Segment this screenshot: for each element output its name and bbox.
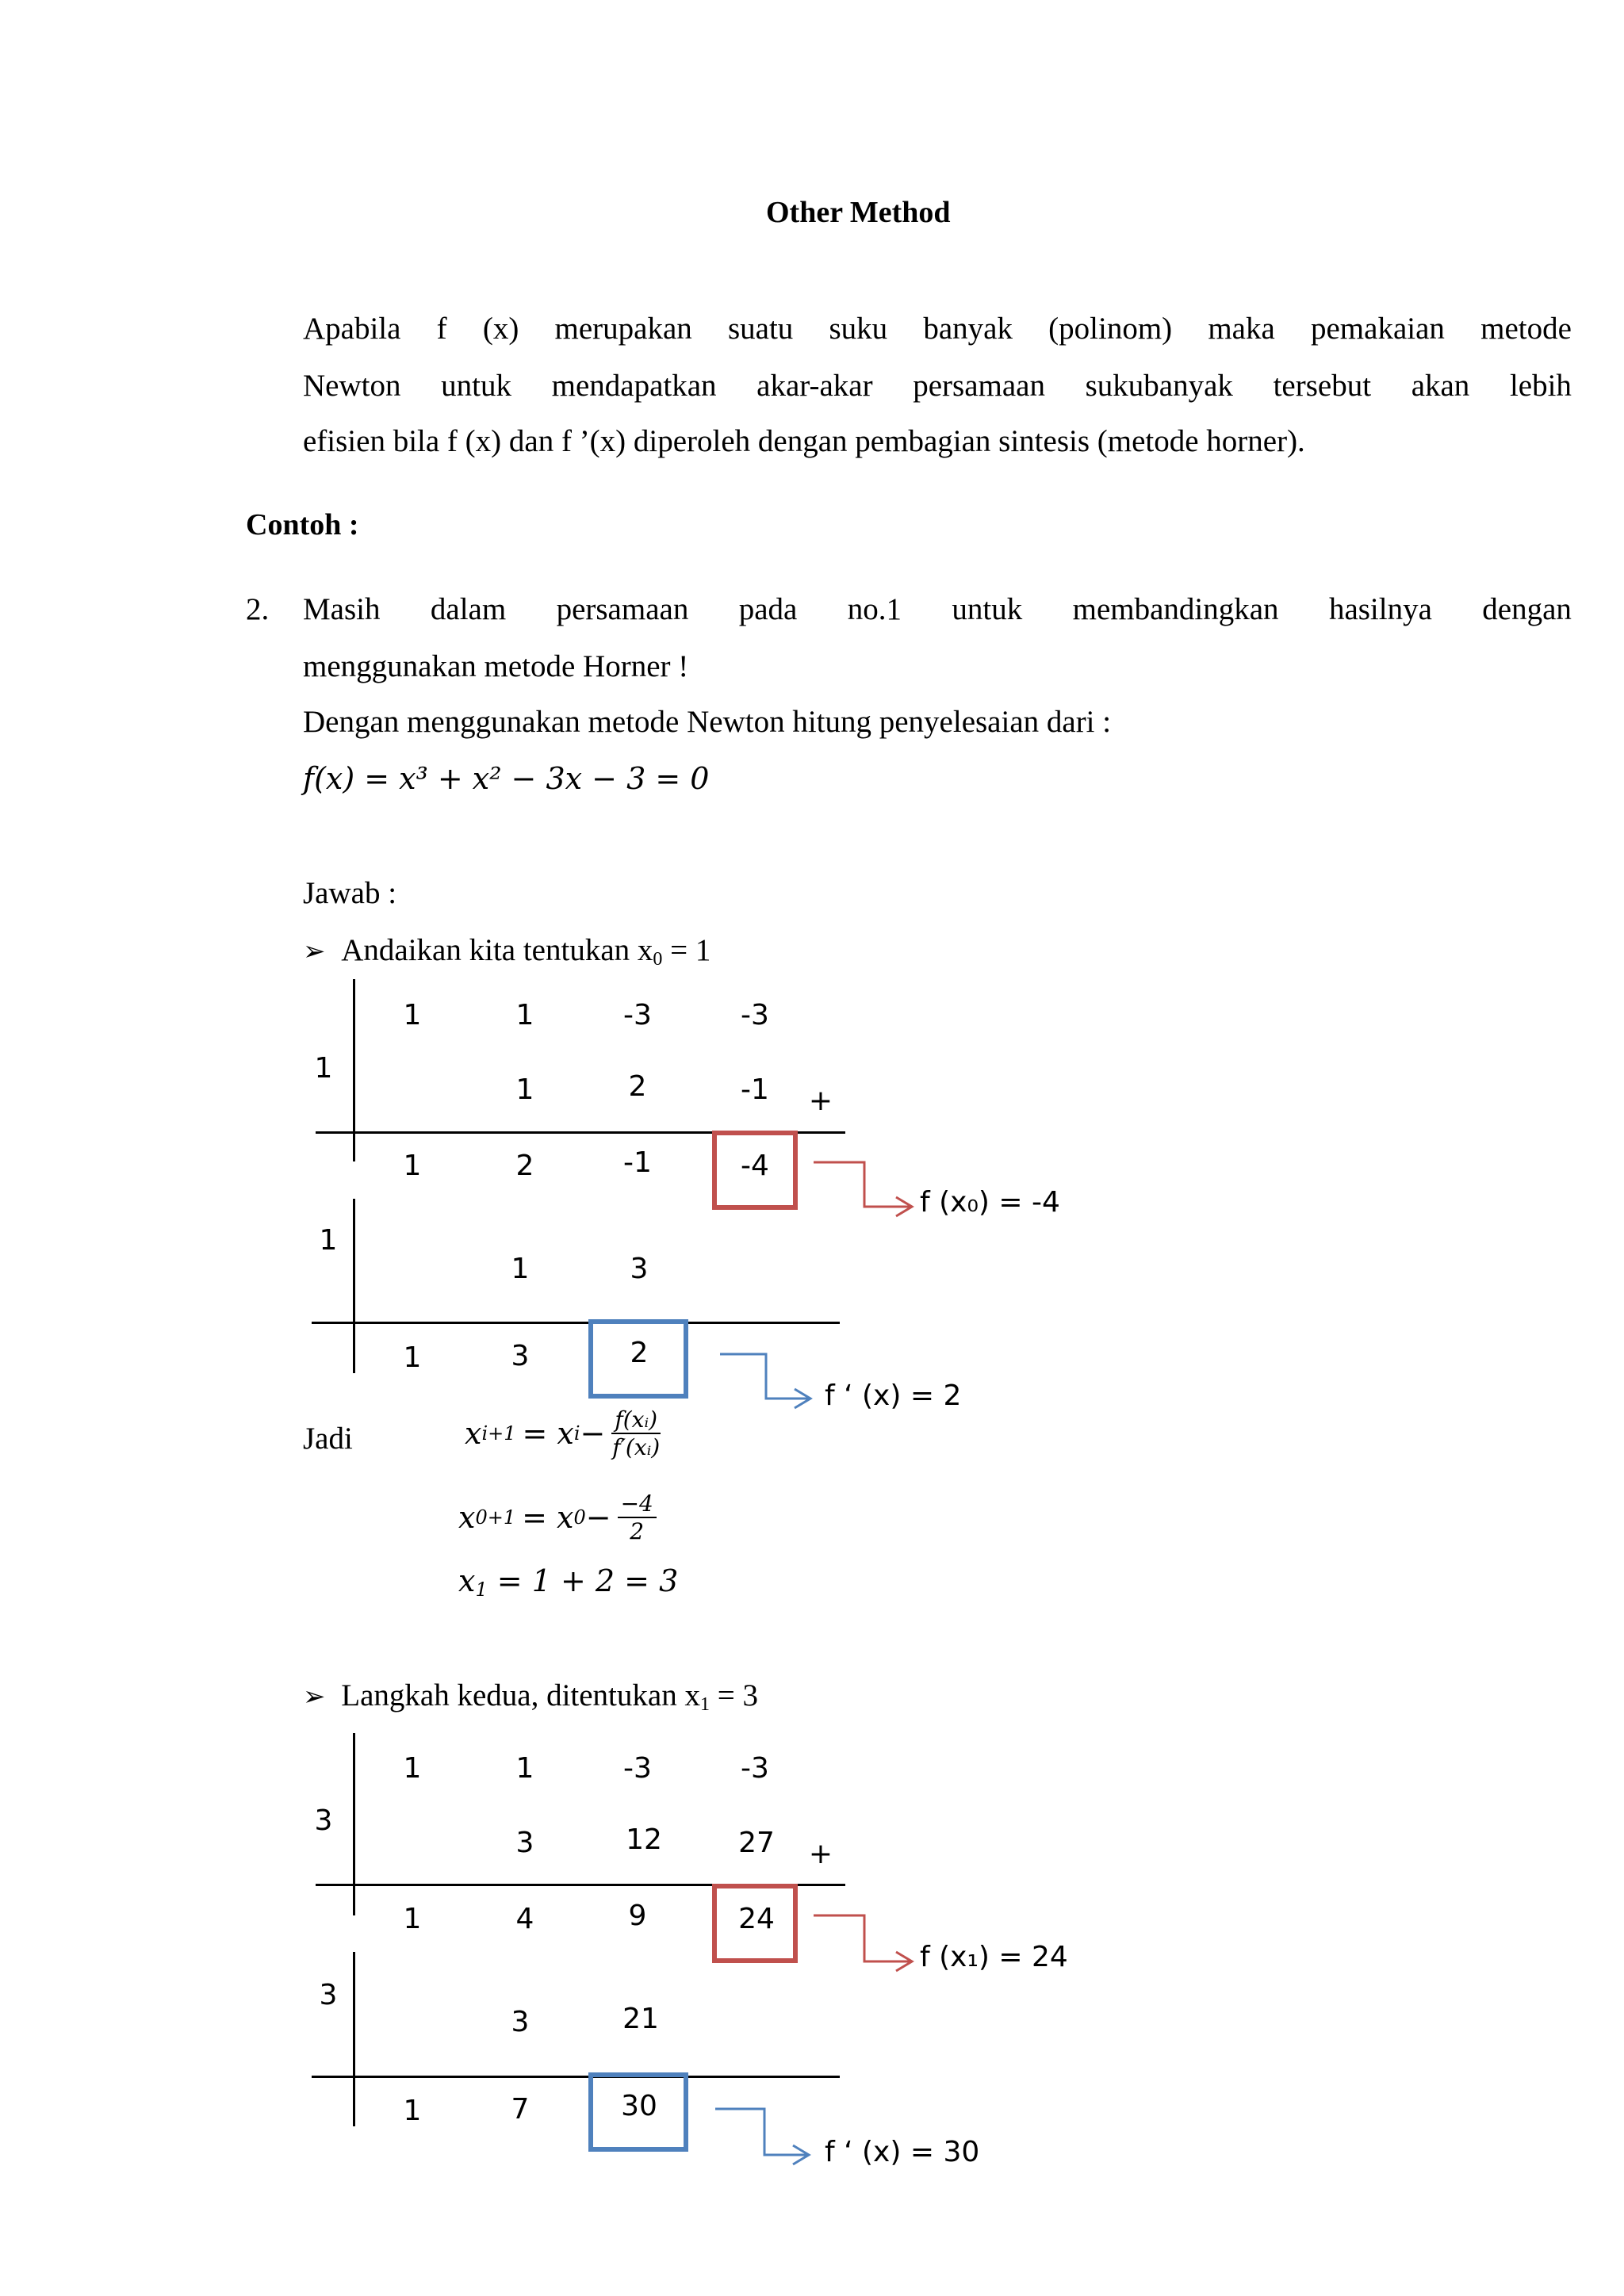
step1-sub: 0 [653,949,663,970]
result: 4 [515,1903,534,1935]
blue-arrow-icon [715,2109,807,2155]
example-equation: f(x) = x³ + x² − 3x − 3 = 0 [303,761,710,796]
result: -4 [741,1150,769,1182]
result: -1 [623,1146,652,1179]
word: (x) [482,312,519,346]
fpx-highlight-box [588,2072,688,2152]
word: f [436,312,447,346]
page-title: Other Method [766,196,951,229]
word: tersebut [1273,369,1372,403]
result: 1 [403,2095,422,2127]
result: 30 [621,2090,657,2122]
word: membandingkan [1072,592,1279,626]
word: Masih [303,592,381,626]
product: 3 [630,1253,649,1285]
coef: -3 [623,1752,652,1785]
product: 3 [515,1827,534,1859]
blue-arrow-icon [720,1354,809,1399]
word: dengan [1482,592,1572,626]
word: pemakaian [1311,312,1445,346]
divisor: 3 [314,1804,333,1837]
word: dalam [430,592,507,626]
fx1-label: f (x₁) = 24 [920,1941,1068,1973]
word: untuk [952,592,1023,626]
word: hasilnya [1328,592,1432,626]
product: 12 [626,1823,662,1856]
word: Newton [303,369,401,403]
coef: -3 [741,1752,769,1785]
jadi-label: Jadi [303,1422,353,1456]
result: 2 [515,1150,534,1182]
plus-sign: + [808,1085,833,1117]
word: untuk [441,369,511,403]
result: 2 [630,1337,649,1369]
red-arrow-icon [814,1915,910,1961]
product: 21 [622,2003,659,2035]
fx0-label: f (x₀) = -4 [920,1186,1060,1219]
intro-line-3: efisien bila f (x) dan f ’(x) diperoleh dengan pembagian sintesis (metode horner). [303,424,1305,458]
word: maka [1208,312,1275,346]
fpx-label: f ‘ (x) = 2 [825,1380,962,1412]
word: suatu [727,312,794,346]
result: 3 [511,1340,530,1372]
result: 1 [403,1903,422,1935]
word: akar-akar [756,369,873,403]
word: sukubanyak [1085,369,1233,403]
divisor: 3 [319,1979,338,2011]
product: 1 [511,1253,530,1285]
result: 9 [628,1900,647,1932]
word: persamaan [913,369,1045,403]
x1-result: $x_1 = 1 + 2 = 3$ [458,1563,679,1601]
fpx-label: f ‘ (x) = 30 [825,2136,980,2168]
step2-line [303,1678,758,1716]
step1-value: = 1 [662,933,711,967]
newton-step-formula: x 0+1 = x 0 − $\frac{-4}{2}$ [458,1490,657,1544]
coef: 1 [515,999,534,1031]
word: persamaan [556,592,689,626]
newton-formula: x i+1 = x i − $\frac{\text{f(xᵢ)}}{\text{f′(xᵢ)}}$ [465,1406,661,1460]
coef: 1 [403,1752,422,1785]
divisor: 1 [314,1052,333,1085]
divisor: 1 [319,1224,338,1257]
word: no.1 [847,592,902,626]
word: metode [1480,312,1572,346]
word: akan [1411,369,1470,403]
word: lebih [1509,369,1572,403]
result: 7 [511,2093,530,2126]
example-number: 2. [246,592,270,626]
coef: -3 [623,999,652,1031]
bullet-arrow-icon: ➢ [303,936,326,967]
contoh-label: Contoh : [246,508,359,541]
product: 27 [738,1827,775,1859]
fx-highlight-box [712,1884,798,1963]
word: mendapatkan [551,369,717,403]
word: Apabila [303,312,401,346]
coef: 1 [403,999,422,1031]
step2-sub: 1 [699,1694,710,1715]
product: 1 [515,1073,534,1106]
jawab-label: Jawab : [303,876,397,910]
result: 24 [738,1903,775,1935]
word: banyak [923,312,1013,346]
red-arrow-icon [814,1162,910,1207]
word: merupakan [554,312,692,346]
word: (polinom) [1048,312,1173,346]
step1-text: Andaikan kita tentukan x [341,933,653,967]
plus-sign: + [808,1838,833,1870]
step2-text: Langkah kedua, ditentukan x [341,1678,700,1712]
example-line-3: Dengan menggunakan metode Newton hitung penyelesaian dari : [303,705,1112,739]
step2-value: = 3 [709,1678,758,1712]
word: suku [829,312,888,346]
product: 3 [511,2006,530,2038]
example-line-2: menggunakan metode Horner ! [303,649,689,683]
result: 1 [403,1150,422,1182]
word: pada [738,592,798,626]
product: 2 [628,1070,647,1103]
product: -1 [741,1073,769,1106]
bullet-arrow-icon: ➢ [303,1681,326,1712]
coef: -3 [741,999,769,1031]
coef: 1 [515,1752,534,1785]
result: 1 [403,1341,422,1374]
